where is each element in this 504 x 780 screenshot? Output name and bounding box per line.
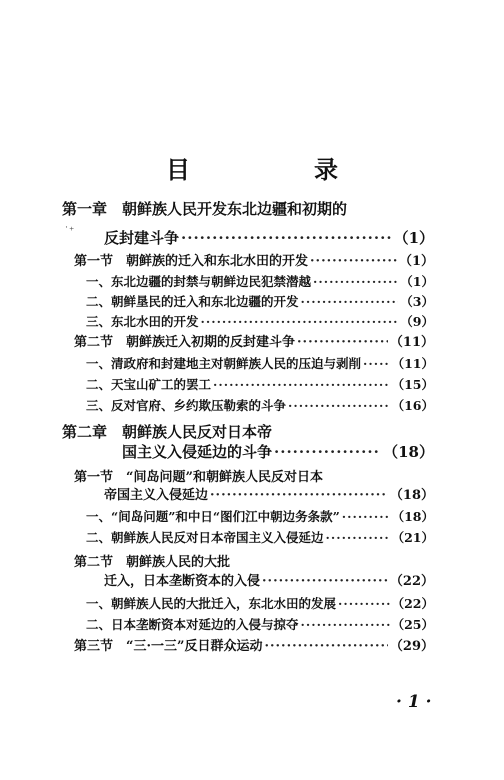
page-number: · 1 ·	[396, 692, 432, 712]
toc-section-1-1	[74, 254, 434, 270]
toc-chapter-1-line-1: 第一章 朝鲜族人民开发东北边疆和初期的	[62, 200, 348, 218]
toc-entry-title: 一、东北边疆的封禁与朝鲜边民犯禁潜越	[86, 274, 312, 289]
toc-chapter-2-line-2	[122, 444, 434, 460]
toc-item-1-1-2	[86, 294, 434, 310]
toc-entry-title: 一、朝鲜族人民的大批迁入，东北水田的发展	[86, 596, 337, 611]
toc-item-1-2-1	[86, 356, 434, 372]
stray-mark: ˙⁺	[64, 226, 75, 237]
toc-chapter-2-line-1: 第二章 朝鲜族人民反对日本帝	[62, 423, 273, 441]
toc-page-number: （16）	[391, 398, 434, 413]
toc-item-1-2-3	[86, 398, 434, 414]
toc-section-2-3	[74, 639, 434, 655]
toc-leader-dots	[301, 294, 399, 310]
toc-chapter-1-line-2	[104, 230, 434, 246]
toc-page-number: （11）	[389, 335, 434, 350]
toc-item-2-1-1	[86, 509, 434, 525]
toc-leader-dots	[201, 314, 399, 330]
toc-leader-dots	[326, 530, 390, 546]
toc-item-2-2-1	[86, 596, 434, 612]
toc-leader-dots	[274, 444, 381, 460]
toc-section-2-2-line-1: 第二节 朝鲜族人民的大批	[74, 555, 231, 570]
toc-page-number: （1）	[400, 274, 434, 289]
toc-entry-title: 迁入，日本垄断资本的入侵	[104, 574, 261, 589]
toc-page-number: （9）	[400, 314, 434, 329]
toc-page-number: （21）	[391, 530, 434, 545]
toc-page-number: （18）	[383, 443, 434, 461]
toc-section-2-2-line-2	[104, 574, 434, 590]
toc-page-number: （29）	[389, 639, 434, 654]
toc-page-number: （22）	[391, 596, 434, 611]
toc-leader-dots	[262, 574, 388, 590]
toc-leader-dots	[297, 335, 388, 351]
toc-page-number: （18）	[389, 488, 434, 503]
toc-entry-title: 帝国主义入侵延边	[104, 488, 209, 503]
toc-page-number: （22）	[389, 574, 434, 589]
toc-leader-dots	[310, 254, 397, 270]
toc-page-number: （25）	[391, 617, 434, 632]
toc-entry-title: 一、清政府和封建地主对朝鲜族人民的压迫与剥削	[86, 356, 362, 371]
toc-entry-title: 二、朝鲜族人民反对日本帝国主义入侵延边	[86, 530, 324, 545]
toc-item-1-1-3	[86, 314, 434, 330]
toc-leader-dots	[210, 488, 388, 504]
toc-entry-title: 二、天宝山矿工的罢工	[86, 377, 212, 392]
toc-leader-dots	[181, 230, 392, 246]
toc-item-1-1-1	[86, 274, 434, 290]
toc-entry-title: 反封建斗争	[104, 229, 180, 247]
toc-entry-title: 一、“间岛问题”和中日“图们江中朝边务条款”	[86, 509, 340, 524]
page-title: 目 录	[166, 155, 388, 184]
toc-leader-dots	[264, 639, 387, 655]
toc-leader-dots	[288, 398, 390, 414]
toc-item-2-1-2	[86, 530, 434, 546]
toc-leader-dots	[313, 274, 398, 290]
toc-leader-dots	[301, 617, 390, 633]
toc-page-number: （18）	[391, 509, 434, 524]
toc-section-2-1-line-2	[104, 488, 434, 504]
toc-page-number: （1）	[398, 254, 434, 269]
toc-item-1-2-2	[86, 377, 434, 393]
toc-leader-dots	[363, 356, 390, 372]
toc-entry-title: 二、日本垄断资本对延边的入侵与掠夺	[86, 617, 299, 632]
toc-page-number: （15）	[391, 377, 434, 392]
toc-entry-title: 第三节 “三·一三”反日群众运动	[74, 639, 263, 654]
toc-leader-dots	[213, 377, 390, 393]
toc-page-number: （1）	[393, 229, 434, 247]
toc-page-number: （11）	[391, 356, 434, 371]
toc-entry-title: 二、朝鲜垦民的迁入和东北边疆的开发	[86, 294, 299, 309]
toc-entry-title: 三、东北水田的开发	[86, 314, 199, 329]
toc-entry-title: 第一节 朝鲜族的迁入和东北水田的开发	[74, 254, 309, 269]
toc-leader-dots	[338, 596, 390, 612]
toc-page-number: （3）	[400, 294, 434, 309]
toc-section-2-1-line-1: 第一节 “间岛问题”和朝鲜族人民反对日本	[74, 470, 323, 485]
toc-entry-title: 三、反对官府、乡约欺压勒索的斗争	[86, 398, 287, 413]
toc-section-1-2	[74, 335, 434, 351]
toc-entry-title: 国主义入侵延边的斗争	[122, 443, 273, 461]
toc-entry-title: 第二节 朝鲜族迁入初期的反封建斗争	[74, 335, 296, 350]
toc-leader-dots	[342, 509, 390, 525]
toc-item-2-2-2	[86, 617, 434, 633]
